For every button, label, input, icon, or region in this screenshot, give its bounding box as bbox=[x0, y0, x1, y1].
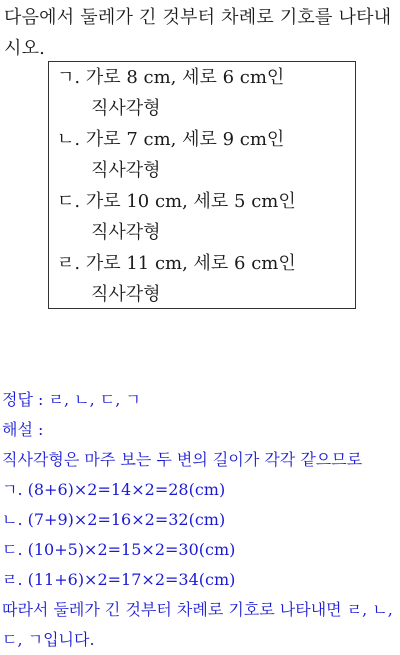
explanation-line-4: ㄹ. (11+6)×2=17×2=34(cm) bbox=[2, 570, 236, 589]
choices-box bbox=[48, 61, 356, 309]
explanation-line-3: ㄷ. (10+5)×2=15×2=30(cm) bbox=[2, 540, 236, 559]
choice-item-4 bbox=[57, 248, 355, 310]
choice-item-2-line1: ㄴ. 가로 7 cm, 세로 9 cm인 bbox=[57, 129, 285, 150]
choice-item-2 bbox=[57, 124, 355, 186]
choice-item-2-line2: 직사각형 bbox=[91, 160, 161, 181]
choice-item-3-line2: 직사각형 bbox=[91, 222, 161, 243]
choice-item-3 bbox=[57, 186, 355, 248]
choice-item-4-line1: ㄹ. 가로 11 cm, 세로 6 cm인 bbox=[57, 253, 296, 274]
question-sentence: 다음에서 둘레가 긴 것부터 차례로 기호를 나타내시오. bbox=[4, 7, 392, 59]
explanation-label: 해설 : bbox=[2, 420, 44, 439]
question-text bbox=[4, 2, 396, 64]
choice-item-1 bbox=[57, 62, 355, 124]
answer-section bbox=[2, 385, 398, 655]
choice-item-4-line2: 직사각형 bbox=[91, 284, 161, 305]
answer-label: 정답 : bbox=[2, 390, 44, 409]
explanation-line-2: ㄴ. (7+9)×2=16×2=32(cm) bbox=[2, 510, 226, 529]
explanation-intro: 직사각형은 마주 보는 두 변의 길이가 각각 같으므로 bbox=[2, 450, 363, 469]
choice-item-1-line2: 직사각형 bbox=[91, 98, 161, 119]
answer-value: ㄹ, ㄴ, ㄷ, ㄱ bbox=[48, 390, 141, 409]
choice-item-1-line1: ㄱ. 가로 8 cm, 세로 6 cm인 bbox=[57, 67, 285, 88]
explanation-conclusion: 따라서 둘레가 긴 것부터 차례로 기호로 나타내면 ㄹ, ㄴ, ㄷ, ㄱ입니다. bbox=[2, 600, 393, 649]
answer-row bbox=[2, 385, 398, 415]
explanation-line-1: ㄱ. (8+6)×2=14×2=28(cm) bbox=[2, 480, 226, 499]
choice-item-3-line1: ㄷ. 가로 10 cm, 세로 5 cm인 bbox=[57, 191, 296, 212]
